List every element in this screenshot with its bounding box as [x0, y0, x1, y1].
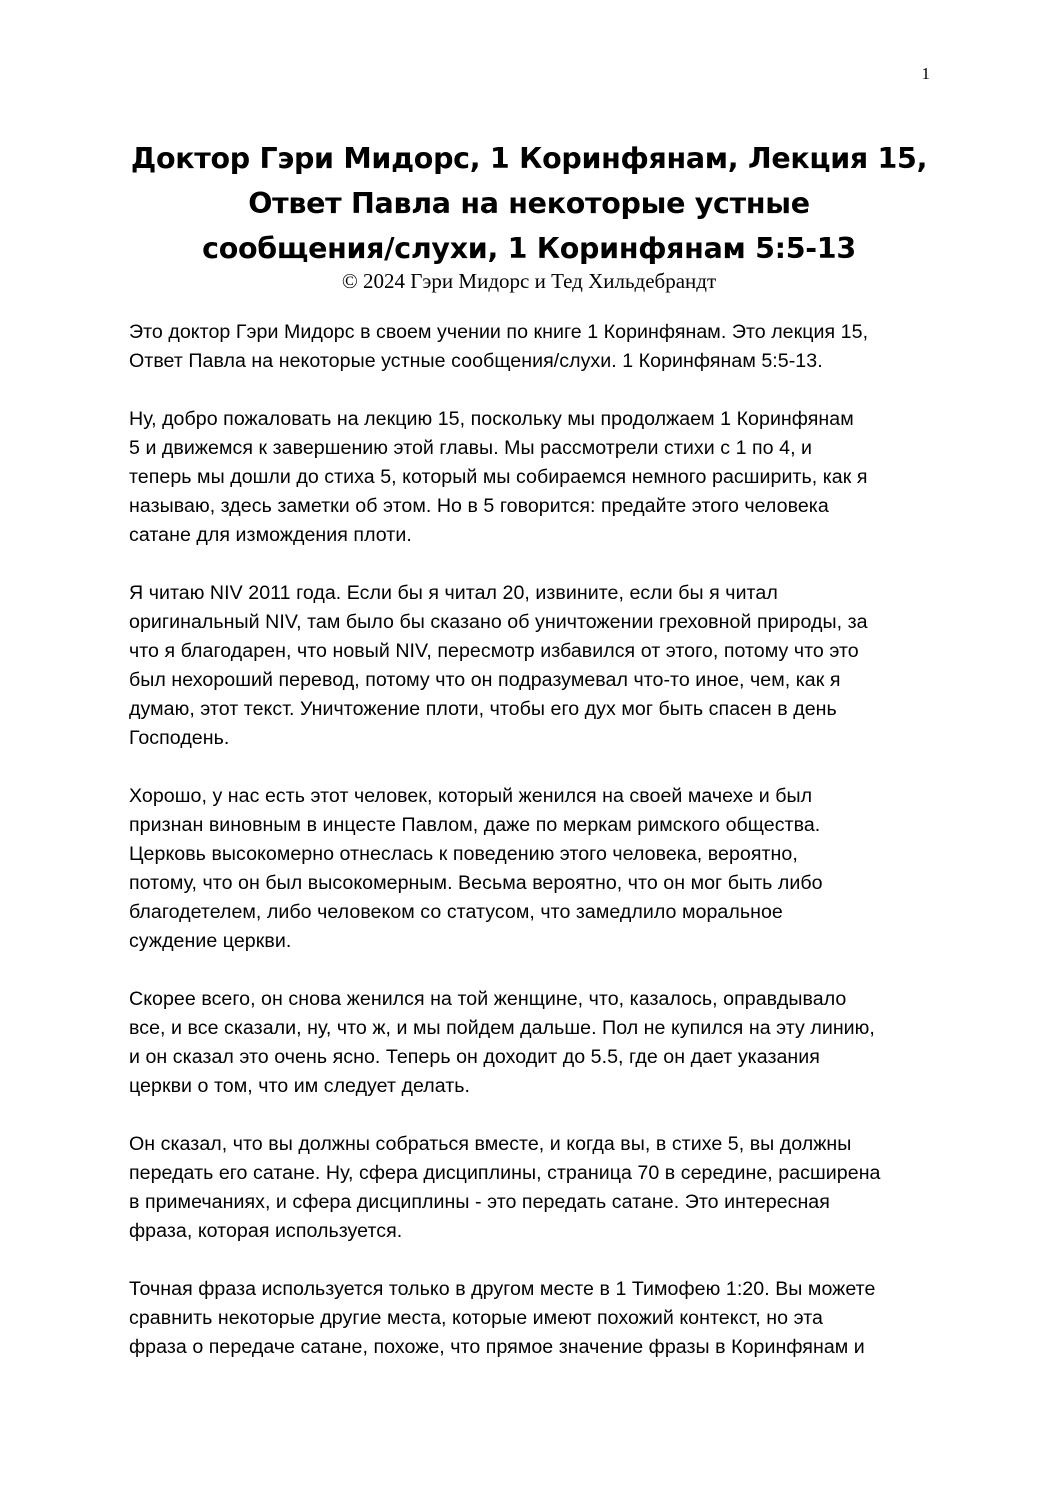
text-line: все, и все сказали, ну, что ж, и мы пойдем дальше. Пол не купился на эту линию, [129, 1017, 875, 1039]
text-line: признан виновным в инцесте Павлом, даже по меркам римского общества. [129, 814, 821, 836]
text-line: теперь мы дошли до стиха 5, который мы собираемся немного расширить, как я [129, 466, 868, 488]
paragraph [129, 985, 949, 1101]
page-number: 1 [921, 64, 930, 83]
text-line: Церковь высокомерно отнеслась к поведению этого человека, вероятно, [129, 843, 798, 865]
text-line: потому, что он был высокомерным. Весьма вероятно, что он мог быть либо [129, 872, 823, 894]
paragraph [129, 1130, 949, 1246]
text-line: благодетелем, либо человеком со статусом, что замедлило моральное [129, 901, 783, 923]
paragraph [129, 782, 949, 956]
text-line: что я благодарен, что новый NIV, пересмотр избавился от этого, потому что это [129, 640, 859, 662]
text-line: Я читаю NIV 2011 года. Если бы я читал 20, извините, если бы я читал [129, 582, 778, 604]
text-line: церкви о том, что им следует делать. [129, 1075, 471, 1097]
text-line: Он сказал, что вы должны собраться вместе, и когда вы, в стихе 5, вы должны [129, 1133, 852, 1155]
text-line: фраза, которая используется. [129, 1220, 403, 1242]
title-line: Ответ Павла на некоторые устные [248, 187, 810, 220]
text-line: называю, здесь заметки об этом. Но в 5 говорится: предайте этого человека [129, 495, 829, 517]
text-line: в примечаниях, и сфера дисциплины - это передать сатане. Это интересная [129, 1191, 830, 1213]
text-line: оригинальный NIV, там было бы сказано об уничтожении греховной природы, за [129, 611, 868, 633]
text-line: Это доктор Гэри Мидорс в своем учении по книге 1 Коринфянам. Это лекция 15, [129, 321, 869, 343]
paragraph [129, 318, 949, 376]
text-line: суждение церкви. [129, 930, 292, 952]
text-line: передать его сатане. Ну, сфера дисциплины, страница 70 в середине, расширена [129, 1162, 881, 1184]
text-line: и он сказал это очень ясно. Теперь он доходит до 5.5, где он дает указания [129, 1046, 820, 1068]
text-line: Господень. [129, 727, 230, 749]
text-line: думаю, этот текст. Уничтожение плоти, чтобы его дух мог быть спасен в день [129, 698, 837, 720]
title-line: сообщения/слухи, 1 Коринфянам 5:5-13 [202, 232, 856, 265]
copyright-line: © 2024 Гэри Мидорс и Тед Хильдебрандт [341, 269, 717, 293]
text-line: был нехороший перевод, потому что он подразумевал что-то иное, чем, как я [129, 669, 841, 691]
text-line: Ну, добро пожаловать на лекцию 15, поскольку мы продолжаем 1 Коринфянам [129, 408, 854, 430]
paragraph [129, 405, 949, 550]
text-line: Скорее всего, он снова женился на той женщине, что, казалось, оправдывало [129, 988, 847, 1010]
text-line: Ответ Павла на некоторые устные сообщения/слухи. 1 Коринфянам 5:5-13. [129, 350, 823, 372]
document-title [100, 136, 958, 271]
paragraph [129, 579, 949, 753]
text-line: Точная фраза используется только в другом месте в 1 Тимофею 1:20. Вы можете [129, 1278, 876, 1300]
text-line: сравнить некоторые другие места, которые имеют похожий контекст, но эта [129, 1307, 823, 1329]
text-line: Хорошо, у нас есть этот человек, который женился на своей мачехе и был [129, 785, 813, 807]
paragraph [129, 1275, 949, 1362]
text-line: сатане для измождения плоти. [129, 524, 412, 546]
title-line: Доктор Гэри Мидорс, 1 Коринфянам, Лекция 15, [130, 142, 928, 175]
text-line: 5 и движемся к завершению этой главы. Мы рассмотрели стихи с 1 по 4, и [129, 437, 813, 459]
text-line: фраза о передаче сатане, похоже, что прямое значение фразы в Коринфянам и [129, 1336, 865, 1358]
document-body [129, 318, 949, 1391]
